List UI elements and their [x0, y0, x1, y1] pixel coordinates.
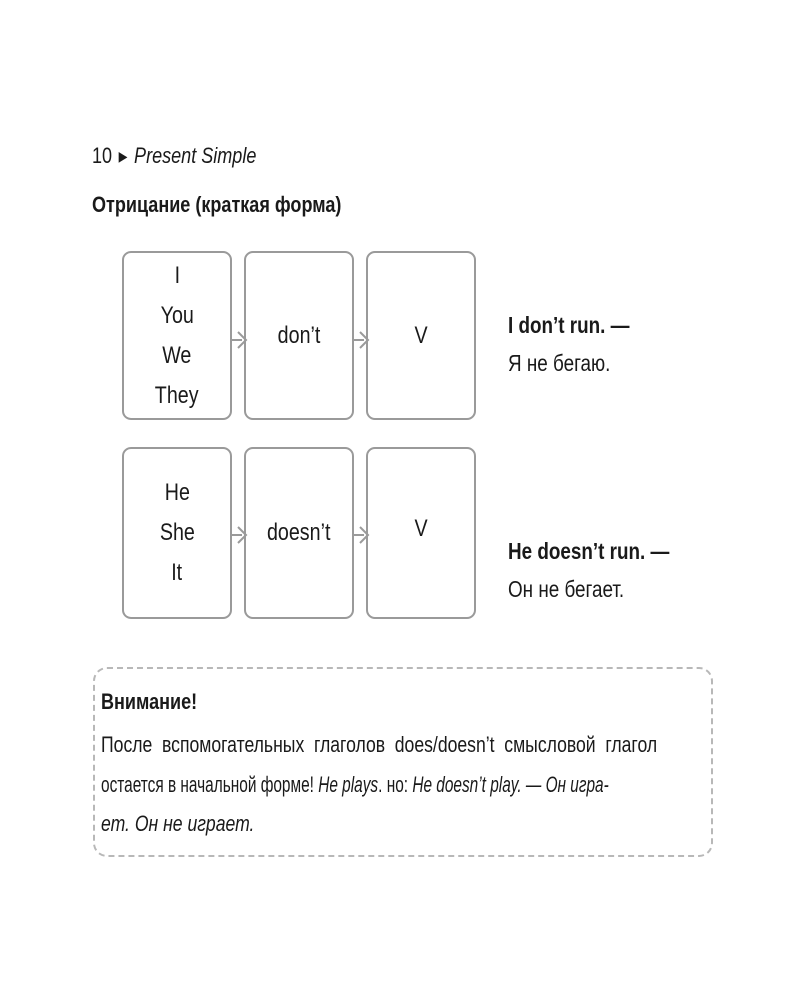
example-russian: Я не бегаю.: [508, 350, 611, 376]
verb-box: [366, 251, 476, 420]
note-line-3: ет. Он не играет.: [101, 811, 255, 836]
verb-box: [366, 447, 476, 619]
subject-box-plural: [122, 251, 232, 420]
verb-label: V: [414, 321, 428, 349]
note-text: остается в начальной форме!: [101, 772, 319, 797]
note-line-1: После вспомогательных глаголов does/doesn’t смысловой глагол: [101, 732, 658, 757]
auxiliary-label: don’t: [277, 321, 321, 349]
auxiliary-box-doesnt: [244, 447, 354, 619]
example-english: He doesn’t run. —: [508, 538, 670, 564]
page-title: Отрицание (краткая форма): [92, 192, 342, 217]
subject-item: She: [159, 519, 195, 546]
subject-item: He: [164, 479, 190, 506]
subject-item: I: [174, 261, 180, 289]
note-line-2: [101, 772, 609, 798]
subject-box-singular: [122, 447, 232, 619]
subject-item: It: [171, 559, 183, 586]
note-example: He plays: [318, 772, 379, 797]
auxiliary-box-dont: [244, 251, 354, 420]
triangle-right-icon: ▶: [118, 147, 128, 164]
auxiliary-label: doesn’t: [267, 519, 331, 546]
example-english: I don’t run. —: [508, 312, 630, 338]
example-2: [508, 532, 705, 608]
subject-item: You: [160, 301, 194, 329]
verb-label: V: [414, 515, 428, 542]
example-russian: Он не бегает.: [508, 576, 625, 602]
attention-note: [93, 667, 713, 857]
section-title: Present Simple: [134, 143, 257, 168]
subject-item: They: [155, 381, 199, 409]
note-title: Внимание!: [101, 689, 198, 714]
subject-item: We: [162, 341, 192, 369]
example-1: [508, 306, 656, 382]
note-text: . но:: [378, 772, 413, 797]
page-header: [92, 143, 256, 169]
note-example: He doesn’t play. — Он игра-: [412, 772, 609, 797]
page-number: 10: [92, 143, 113, 168]
